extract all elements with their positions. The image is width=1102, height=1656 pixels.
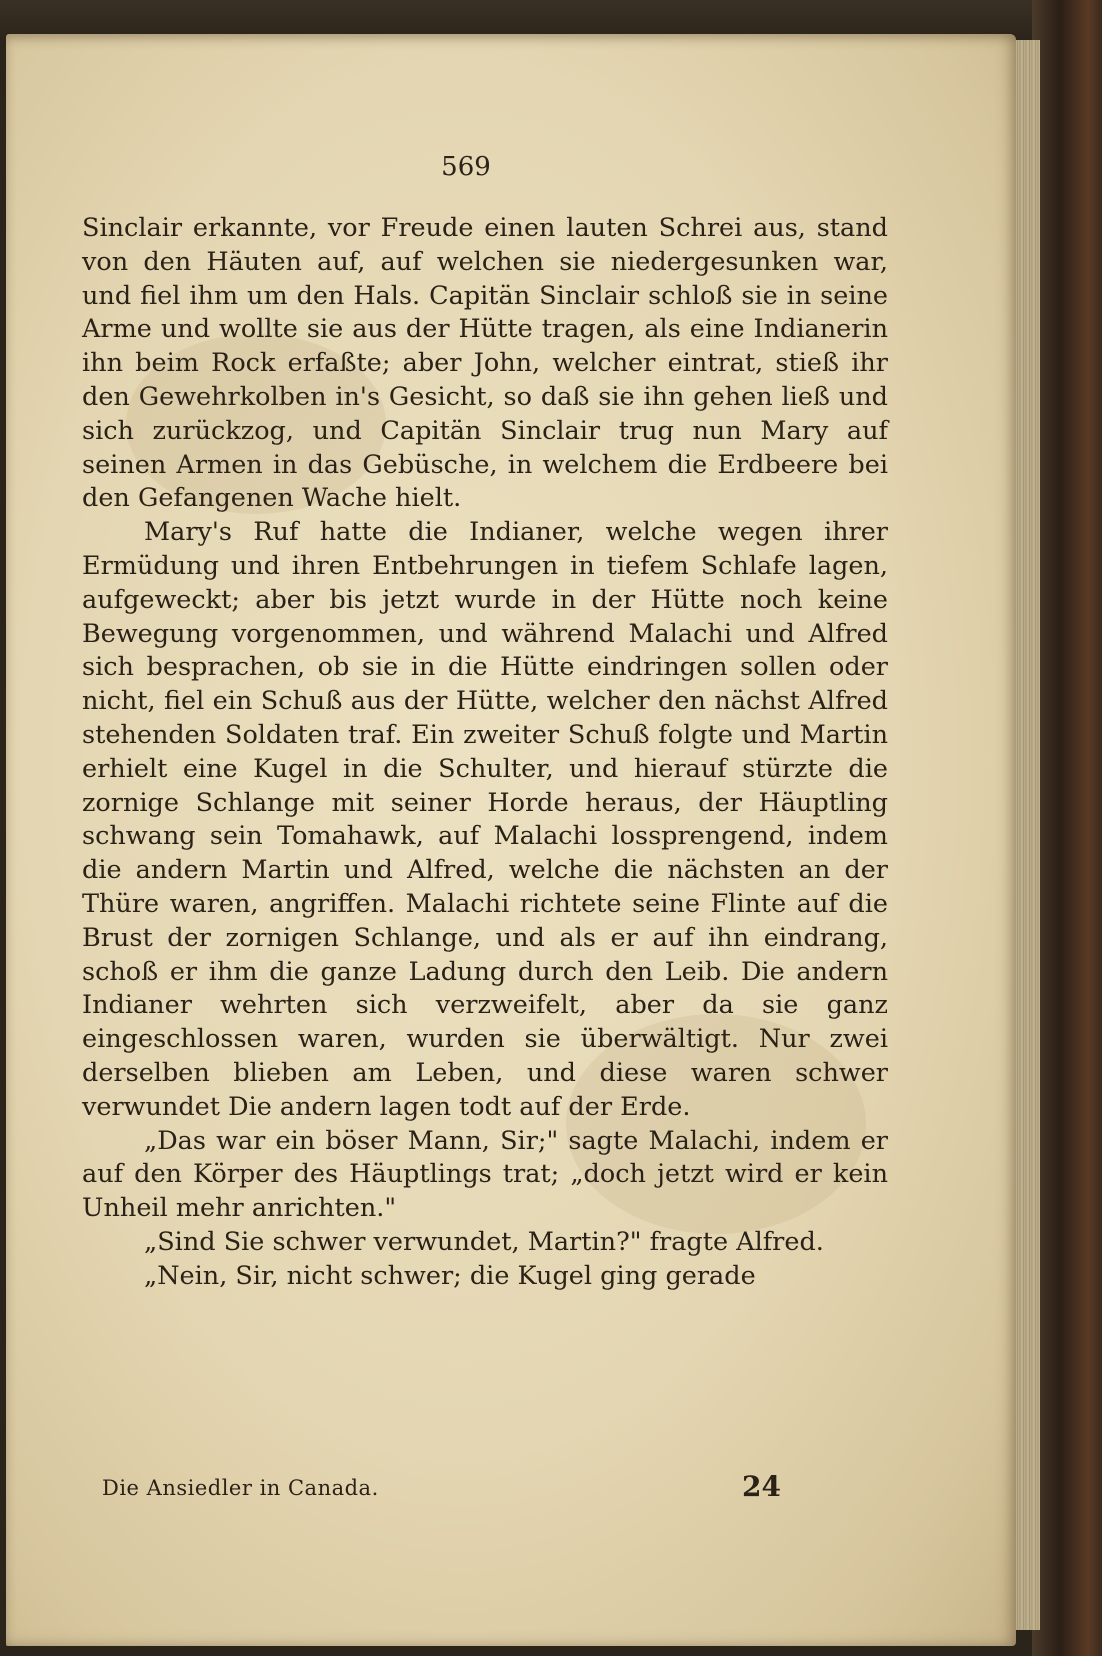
page-footer (102, 1470, 882, 1508)
footer-signature-mark: 24 (742, 1470, 781, 1503)
page-number: 569 (441, 152, 491, 182)
paragraph: Mary's Ruf hatte die Indianer, welche wegen ihrer Ermüdung und ihren Entbehrungen in tiefem Schlafe lagen, aufgeweckt; aber bis jetzt wurde in der Hütte noch keine Bewegung vorgenommen, und während Malachi und Alfred sich besprachen, ob sie in die Hütte eindringen sollen oder nicht, fiel ein Schuß aus der Hütte, welcher den nächst Alfred stehenden Soldaten traf. Ein zweiter Schuß folgte und Martin erhielt eine Kugel in die Schulter, und hierauf stürzte die zornige Schlange mit seiner Horde heraus, der Häuptling schwang sein Tomahawk, auf Malachi lossprengend, indem die andern Martin und Alfred, welche die nächsten an der Thüre waren, angriffen. Malachi richtete seine Flinte auf die Brust der zornigen Schlange, und als er auf ihn eindrang, schoß er ihm die ganze Ladung durch den Leib. Die andern Indianer wehrten sich verzweifelt, aber da sie ganz eingeschlossen waren, wurden sie überwältigt. Nur zwei derselben blieben am Leben, und diese waren schwer verwundet Die andern lagen todt auf der Erde. (82, 517, 888, 1122)
paragraph: „Das war ein böser Mann, Sir;" sagte Malachi, indem er auf den Körper des Häuptlings trat; „doch jetzt wird er kein Unheil mehr anrichten." (82, 1125, 888, 1224)
book-cover-top (0, 0, 1102, 36)
paragraph: Sinclair erkannte, vor Freude einen lauten Schrei aus, stand von den Häuten auf, auf welchen sie niedergesunken war, und fiel ihm um den Hals. Capitän Sinclair schloß sie in seine Arme und wollte sie aus der Hütte tragen, als eine Indianerin ihn beim Rock erfaßte; aber John, welcher eintrat, stieß ihr den Gewehrkolben in's Gesicht, so daß sie ihn gehen ließ und sich zurückzog, und Capitän Sinclair trug nun Mary auf seinen Armen in das Gebüsche, in welchem die Erdbeere bei den Gefangenen Wache hielt. (82, 213, 888, 514)
book-cover-spine (1032, 0, 1102, 1656)
book-page (6, 34, 1016, 1646)
body-text (82, 212, 888, 1294)
paragraph: „Nein, Sir, nicht schwer; die Kugel ging gerade (144, 1260, 756, 1291)
footer-book-title: Die Ansiedler in Canada. (102, 1476, 379, 1500)
paragraph: „Sind Sie schwer verwundet, Martin?" fragte Alfred. (144, 1226, 824, 1257)
